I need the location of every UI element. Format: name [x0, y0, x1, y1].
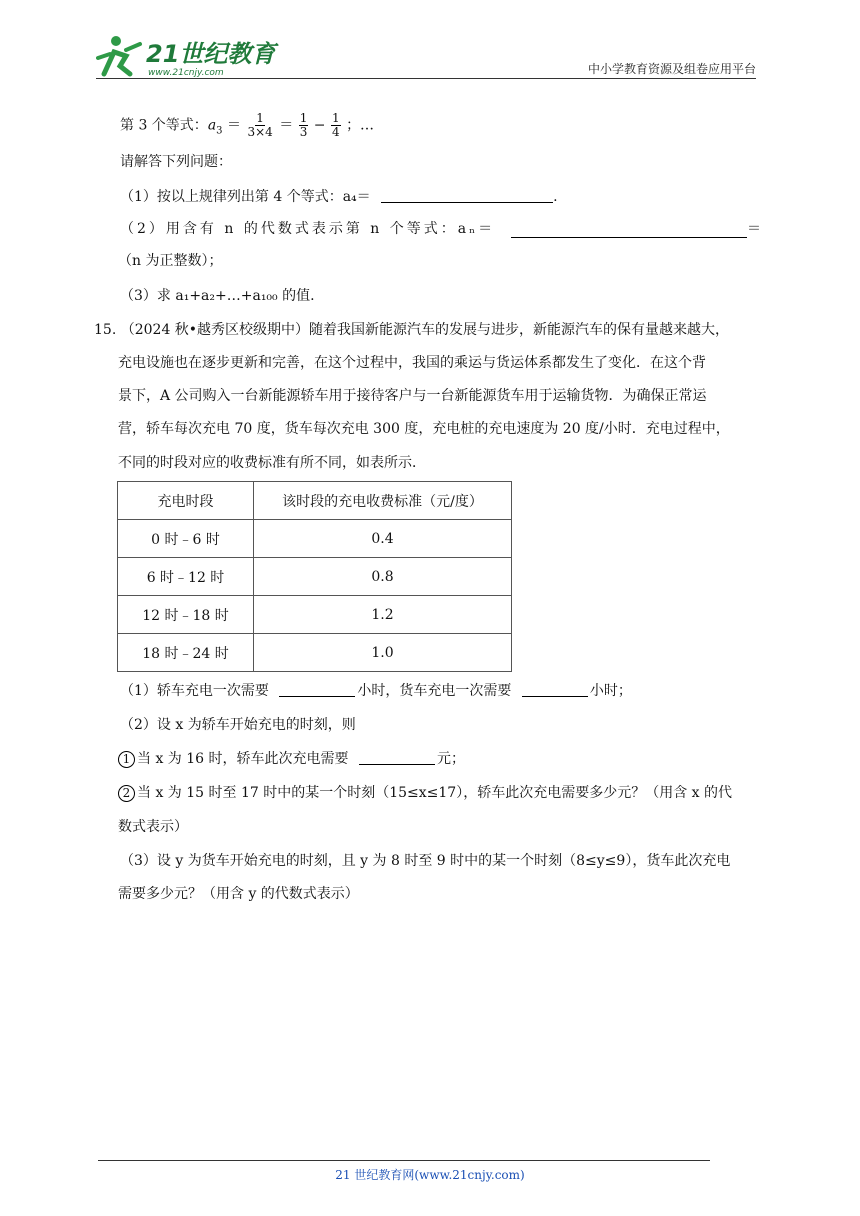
- svg-text:www.21cnjy.com: www.21cnjy.com: [148, 68, 224, 78]
- answer-blank[interactable]: [359, 750, 435, 765]
- circled-number: 2: [118, 785, 135, 802]
- table-row: [118, 558, 512, 596]
- problem-15-line-2: 充电设施也在逐步更新和完善，在这个过程中，我国的乘运与货运体系都发生了变化．在这个背: [118, 355, 706, 371]
- circled-number: 1: [118, 751, 135, 768]
- table-header: 该时段的充电收费标准（元/度）: [254, 482, 512, 520]
- question-15-1: （1）轿车充电一次需要 小时，货车充电一次需要 小时；: [120, 683, 632, 699]
- table-cell: 18 时﹣24 时: [118, 634, 254, 672]
- question-14-2: （2）用含有 n 的代数式表示第 n 个等式：aₙ＝: [120, 221, 496, 237]
- equation-3: 第 3 个等式：$a_3$ ＝ $\frac{1}{3\times 4}$ ＝ $\frac{1}{3}$ − $\frac{1}{4}$ ；…: [120, 111, 375, 139]
- table-row: [118, 520, 512, 558]
- fraction-1-over-4: $\frac{1}{4}$: [331, 111, 340, 139]
- question-15-2-1: 1 当 x 为 16 时，轿车此次充电需要 元；: [118, 749, 465, 769]
- problem-15-line-4: 营，轿车每次充电 70 度，货车每次充电 300 度，充电桩的充电速度为 20 度/小时．充电过程中，: [118, 421, 730, 437]
- fraction-1-over-3: $\frac{1}{3}$: [299, 111, 308, 139]
- answer-blank[interactable]: [511, 223, 747, 238]
- question-15-2: （2）设 x 为轿车开始充电的时刻，则: [120, 717, 356, 733]
- equals-sign: ＝: [747, 221, 761, 237]
- platform-name: 中小学教育资源及组卷应用平台: [587, 62, 756, 76]
- table-cell: 0.4: [254, 520, 512, 558]
- question-14-3: （3）求 a₁+a₂+…+a₁₀₀ 的值.: [120, 288, 315, 304]
- problem-15-line-5: 不同的时段对应的收费标准有所不同，如表所示．: [118, 455, 426, 471]
- table-header-row: [118, 482, 512, 520]
- table-cell: 12 时﹣18 时: [118, 596, 254, 634]
- question-15-2-2-continued: 数式表示）: [118, 819, 188, 835]
- footer-divider: [98, 1160, 710, 1161]
- logo: [96, 34, 296, 78]
- answer-blank[interactable]: [279, 682, 355, 697]
- table-cell: 0.8: [254, 558, 512, 596]
- prompt: 请解答下列问题：: [120, 154, 232, 170]
- page-header: [0, 0, 860, 80]
- table-header: 充电时段: [118, 482, 254, 520]
- table-cell: 1.0: [254, 634, 512, 672]
- problem-15-line-1: 15. （2024 秋•越秀区校级期中）随着我国新能源汽车的发展与进步，新能源汽车的保有量越来越大，: [94, 322, 730, 338]
- table-row: [118, 634, 512, 672]
- answer-blank[interactable]: [381, 188, 553, 203]
- header-divider: [96, 78, 756, 79]
- question-15-2-2: 2 当 x 为 15 时至 17 时中的某一个时刻（15≤x≤17），轿车此次充电需要多少元？（用含 x 的代: [118, 783, 732, 803]
- problem-15-line-3: 景下，A 公司购入一台新能源轿车用于接待客户与一台新能源货车用于运输货物．为确保正常运: [118, 388, 707, 404]
- question-14-2-continued: （n 为正整数）；: [118, 253, 223, 269]
- charging-rate-table: [117, 481, 512, 672]
- table-cell: 6 时﹣12 时: [118, 558, 254, 596]
- table-cell: 0 时﹣6 时: [118, 520, 254, 558]
- footer-link[interactable]: 21 世纪教育网(www.21cnjy.com): [335, 1168, 525, 1182]
- table-row: [118, 596, 512, 634]
- answer-blank[interactable]: [522, 682, 588, 697]
- svg-text:21世纪教育: 21世纪教育: [146, 40, 276, 68]
- question-15-3-continued: 需要多少元？（用含 y 的代数式表示）: [118, 886, 359, 902]
- question-15-3: （3）设 y 为货车开始充电的时刻，且 y 为 8 时至 9 时中的某一个时刻（8≤y≤9），货车此次充电: [120, 853, 731, 869]
- table-cell: 1.2: [254, 596, 512, 634]
- fraction-1-over-3x4: $\frac{1}{3\times 4}$: [247, 111, 273, 139]
- question-14-1: （1）按以上规律列出第 4 个等式：a₄＝ .: [120, 189, 558, 205]
